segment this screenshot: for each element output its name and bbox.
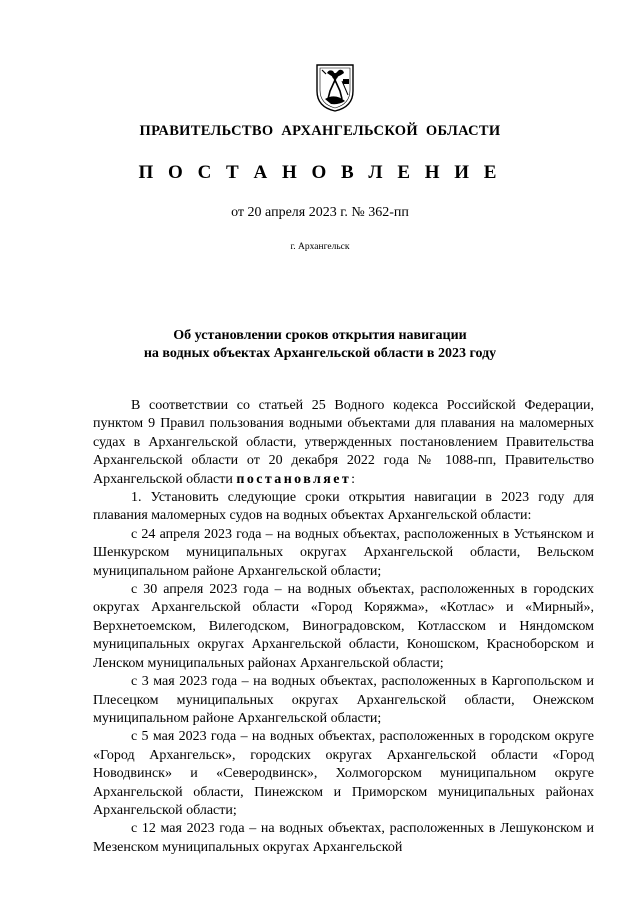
body-paragraph: с 3 мая 2023 года – на водных объектах, расположенных в Каргопольском и Плесецком муниципальных округах Архангельской области, Онежском муниципальном районе Архангельской области; <box>93 674 594 726</box>
government-name: ПРАВИТЕЛЬСТВО АРХАНГЕЛЬСКОЙ ОБЛАСТИ <box>139 123 501 139</box>
intro-colon: : <box>351 471 356 487</box>
document-title <box>0 327 640 363</box>
document-date-number: от 20 апреля 2023 г. № 362-пп <box>231 205 409 220</box>
body-paragraph: 1. Установить следующие сроки открытия навигации в 2023 году для плавания маломерных судов на водных объектах Архангельской области: <box>93 490 594 524</box>
document-city: г. Архангельск <box>290 242 350 252</box>
body-paragraph: с 30 апреля 2023 года – на водных объектах, расположенных в городских округах Архангельской области «Город Коряжма», «Котлас» и «Мирный», Верхнетоемском, Вилегодском, Виноградовском, Котласском и Няндомском муниципальных округах Архангельской области, Коношском, Красноборском и Ленском муниципальных районах Архангельской области; <box>93 582 594 671</box>
document-type: П О С Т А Н О В Л Е Н И Е <box>138 162 502 183</box>
title-line-1: Об установлении сроков открытия навигации <box>173 328 467 343</box>
intro-text: В соответствии со статьей 25 Водного кодекса Российской Федерации, пунктом 9 Правил пользования водными объектами для плавания на маломерных судах в Архангельской области, утвержденных постановлением Правительства Архангельской области от 20 декабря 2022 года № 1088-пп, Правительство Архангельской области <box>93 398 594 487</box>
intro-paragraph <box>93 397 594 489</box>
title-line-2: на водных объектах Архангельской области в 2023 году <box>143 346 497 361</box>
coat-of-arms-icon <box>315 61 355 113</box>
body-paragraph: с 5 мая 2023 года – на водных объектах, расположенных в городском округе «Город Архангельск», городских округах Архангельской области «Город Новодвинск» и «Северодвинск», Холмогорском муниципальном округе Архангельской области, Пинежском и Приморском муниципальных районах Архангельской области; <box>93 729 594 818</box>
body-paragraph: с 24 апреля 2023 года – на водных объектах, расположенных в Устьянском и Шенкурском муниципальных округах Архангельской области, Вельском муниципальном районе Архангельской области; <box>93 526 594 579</box>
document-body <box>93 397 594 857</box>
body-paragraph: с 12 мая 2023 года – на водных объектах, расположенных в Лешуконском и Мезенском муниципальных округах Архангельской <box>93 821 594 855</box>
decree-word: постановляет <box>236 471 352 487</box>
